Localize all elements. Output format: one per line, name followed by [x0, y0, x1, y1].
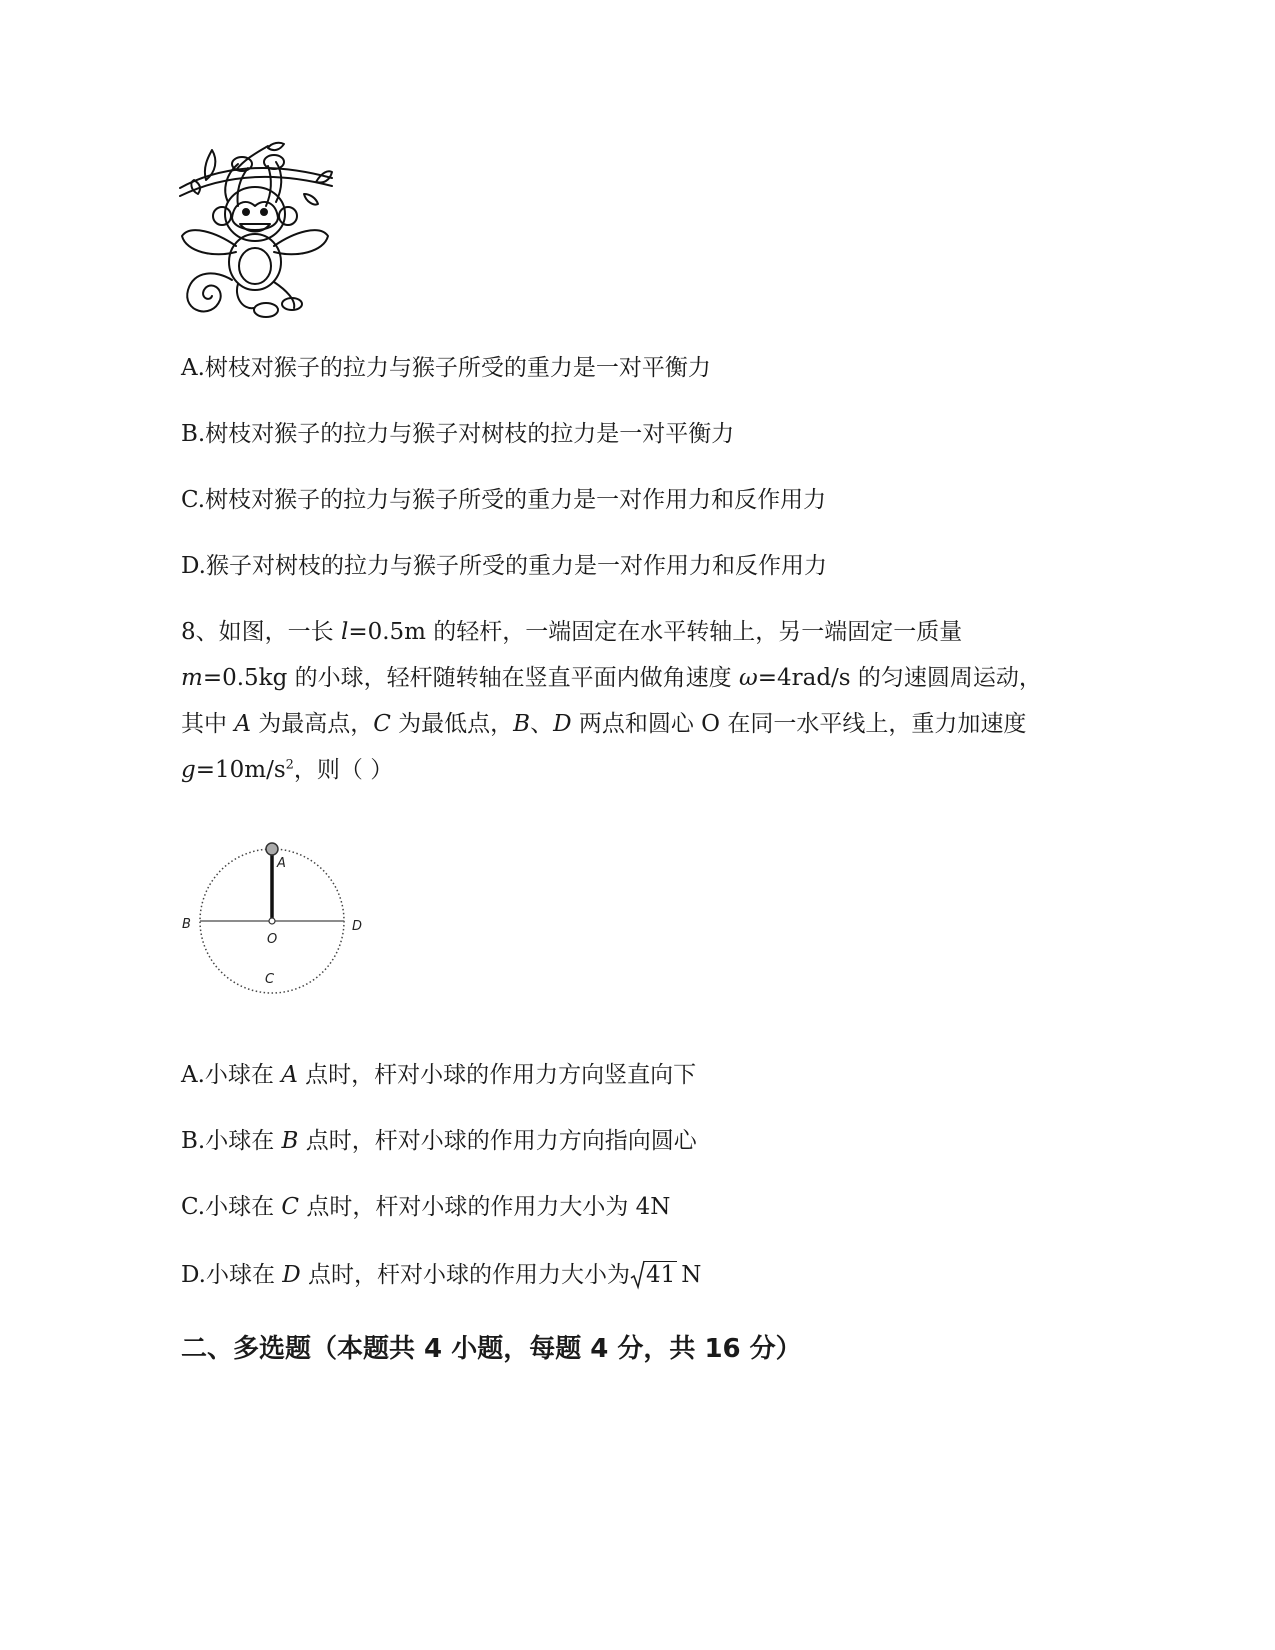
var-l: l: [340, 619, 349, 645]
sqrt-icon: [630, 1260, 646, 1290]
option-text: 猴子对树枝的拉力与猴子所受的重力是一对作用力和反作用力: [205, 553, 827, 579]
q8-stem-line-1: 8、如图，一长 l=0.5m 的轻杆，一端固定在水平转轴上，另一端固定一质量: [181, 619, 963, 645]
var-omega: ω: [738, 665, 758, 691]
label-a: A: [277, 856, 286, 871]
option-letter: C.: [181, 487, 206, 513]
unit: N: [681, 1262, 702, 1288]
q8-option-a: A.小球在 A 点时，杆对小球的作用力方向竖直向下: [181, 1062, 697, 1088]
var-g: g: [181, 757, 196, 783]
label-c: C: [265, 972, 275, 987]
option-text: 树枝对猴子的拉力与猴子所受的重力是一对平衡力: [204, 355, 711, 381]
var-m: m: [181, 665, 203, 691]
option-text: 树枝对猴子的拉力与猴子所受的重力是一对作用力和反作用力: [205, 487, 827, 513]
q8-option-c: C.小球在 C 点时，杆对小球的作用力大小为 4N: [181, 1194, 671, 1220]
circular-motion-diagram: [176, 835, 376, 1005]
label-b: B: [182, 917, 191, 932]
q8-stem-line-2: m=0.5kg 的小球，轻杆随转轴在竖直平面内做角速度 ω=4rad/s 的匀速圆周运动，: [181, 665, 1042, 691]
ball: [266, 843, 278, 855]
section-heading: 二、多选题（本题共 4 小题，每题 4 分，共 16 分）: [181, 1334, 802, 1364]
option-letter: D.: [181, 553, 206, 579]
monkey-illustration: [176, 140, 336, 322]
radicand: 41: [646, 1262, 676, 1288]
q7-option-c: [181, 485, 826, 515]
q7-option-b: [181, 419, 734, 449]
sqrt-expression: [630, 1260, 677, 1290]
option-text: 树枝对猴子的拉力与猴子对树枝的拉力是一对平衡力: [205, 421, 735, 447]
q7-option-a: [181, 353, 711, 383]
q8-option-d: D.小球在 D 点时，杆对小球的作用力大小为 41 N: [181, 1262, 702, 1288]
option-letter: B.: [181, 421, 206, 447]
q7-option-d: [181, 551, 827, 581]
label-d: D: [352, 919, 363, 934]
center-point: [269, 918, 275, 924]
q8-stem-line-3: 其中 A 为最高点，C 为最低点，B、D 两点和圆心 O 在同一水平线上，重力加速度: [181, 711, 1027, 737]
q8-stem-line-4: $g=10m/s^2$，则（ ）: [181, 757, 394, 783]
label-o: O: [267, 932, 278, 947]
option-letter: A.: [181, 355, 205, 381]
q8-option-b: B.小球在 B 点时，杆对小球的作用力方向指向圆心: [181, 1128, 697, 1154]
